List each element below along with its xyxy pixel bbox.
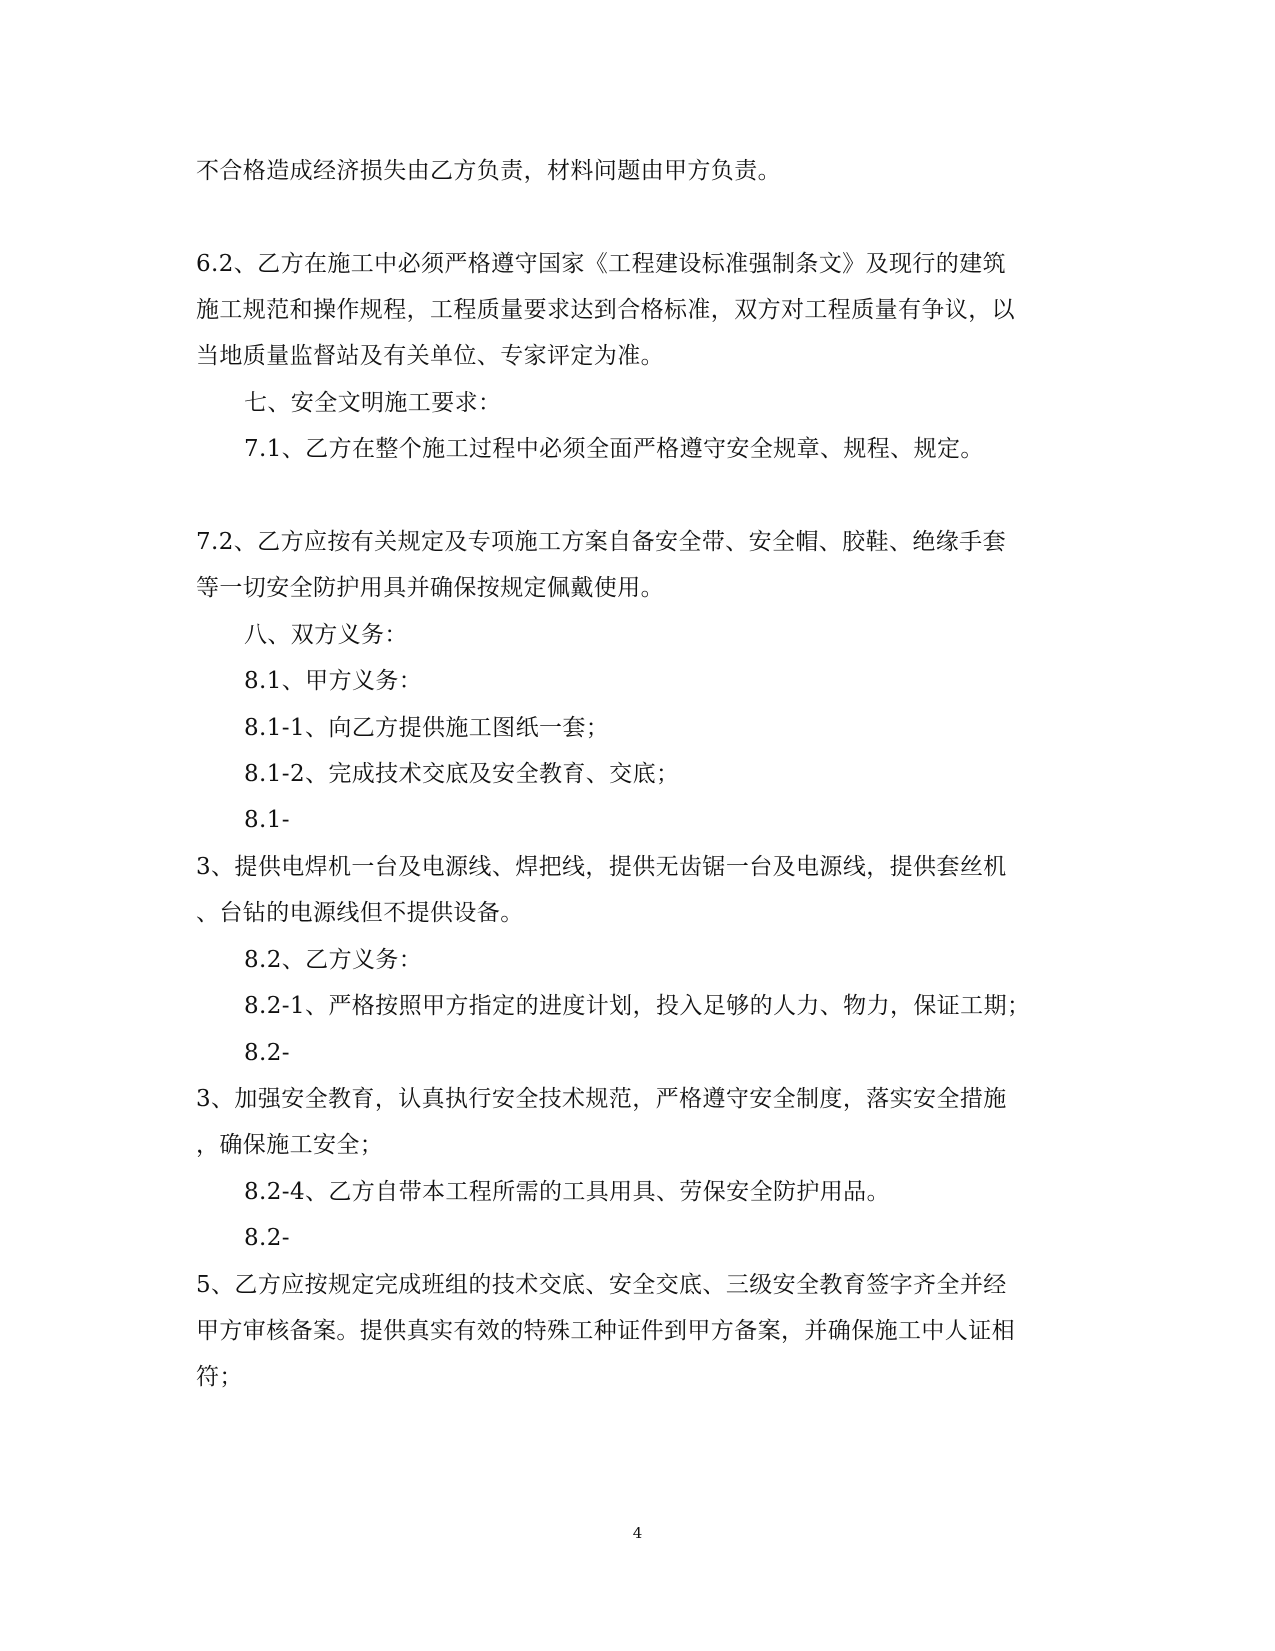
text-line: ，确保施工安全； — [196, 1132, 384, 1158]
text-line: 、台钻的电源线但不提供设备。 — [196, 900, 524, 926]
text-line: 8.1-2、完成技术交底及安全教育、交底； — [244, 761, 680, 787]
text-line: 8.2、乙方义务： — [244, 947, 423, 973]
text-line: 8.2-1、严格按照甲方指定的进度计划，投入足够的人力、物力，保证工期； — [244, 993, 1031, 1019]
text-line: 8.2-4、乙方自带本工程所需的工具用具、劳保安全防护用品。 — [244, 1179, 890, 1205]
text-line: 3、提供电焊机一台及电源线、焊把线，提供无齿锯一台及电源线，提供套丝机 — [196, 854, 1007, 880]
text-line: 8.1-1、向乙方提供施工图纸一套； — [244, 715, 610, 741]
text-line: 6.2、乙方在施工中必须严格遵守国家《工程建设标准强制条文》及现行的建筑 — [196, 251, 1006, 277]
text-line: 8.2- — [244, 1040, 290, 1066]
text-line: 甲方审核备案。提供真实有效的特殊工种证件到甲方备案，并确保施工中人证相 — [196, 1318, 1015, 1344]
text-line: 8.1- — [244, 807, 290, 833]
text-line: 当地质量监督站及有关单位、专家评定为准。 — [196, 343, 664, 369]
text-line: 7.2、乙方应按有关规定及专项施工方案自备安全带、安全帽、胶鞋、绝缘手套 — [196, 529, 1006, 555]
text-line: 符； — [196, 1364, 243, 1390]
text-line: 等一切安全防护用具并确保按规定佩戴使用。 — [196, 575, 664, 601]
text-line: 不合格造成经济损失由乙方负责，材料问题由甲方负责。 — [196, 158, 781, 184]
text-line: 施工规范和操作规程，工程质量要求达到合格标准，双方对工程质量有争议，以 — [196, 297, 1015, 323]
section-heading: 七、安全文明施工要求： — [244, 390, 502, 416]
text-line: 8.2- — [244, 1225, 290, 1251]
section-heading: 八、双方义务： — [244, 622, 408, 648]
text-line: 8.1、甲方义务： — [244, 668, 423, 694]
text-line: 5、乙方应按规定完成班组的技术交底、安全交底、三级安全教育签字齐全并经 — [196, 1272, 1007, 1298]
text-line: 3、加强安全教育，认真执行安全技术规范，严格遵守安全制度，落实安全措施 — [196, 1086, 1007, 1112]
page-number: 4 — [632, 1524, 643, 1542]
text-line: 7.1、乙方在整个施工过程中必须全面严格遵守安全规章、规程、规定。 — [244, 436, 984, 462]
